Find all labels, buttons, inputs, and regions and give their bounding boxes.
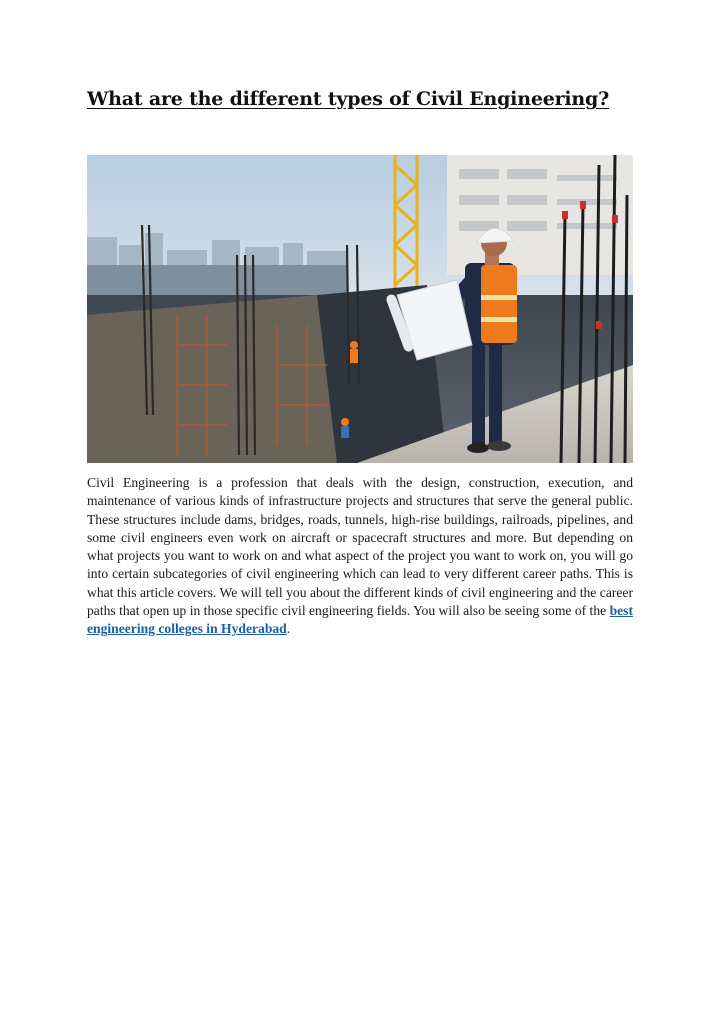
- colleges-link[interactable]: best engineering colleges in Hyderabad: [87, 603, 633, 637]
- intro-paragraph-text: Civil Engineering is a profession that deals with the design, construction, execution, and maintenance of various kinds of infrastructure projects and structures that serve the general public. These structures include dams, bridges, roads, tunnels, high-rise buildings, railroads, pipelines, and some civil engineers even work on aircraft or spacecraft structures and more. But depending on what projects you want to work on and what aspect of the project you want to work on, you will go into certain subcategories of civil engineering which can lead to very different career paths. This is what this article covers. We will tell you about the different kinds of civil engineering and the career paths that open up in those specific civil engineering fields. You will also be seeing some of the: [87, 475, 633, 619]
- intro-paragraph: [87, 474, 633, 639]
- page-title: What are the different types of Civil Engineering?: [87, 88, 610, 110]
- construction-photo: [87, 155, 633, 463]
- paragraph-end-punctuation: .: [286, 621, 291, 637]
- construction-site-illustration: [87, 155, 633, 463]
